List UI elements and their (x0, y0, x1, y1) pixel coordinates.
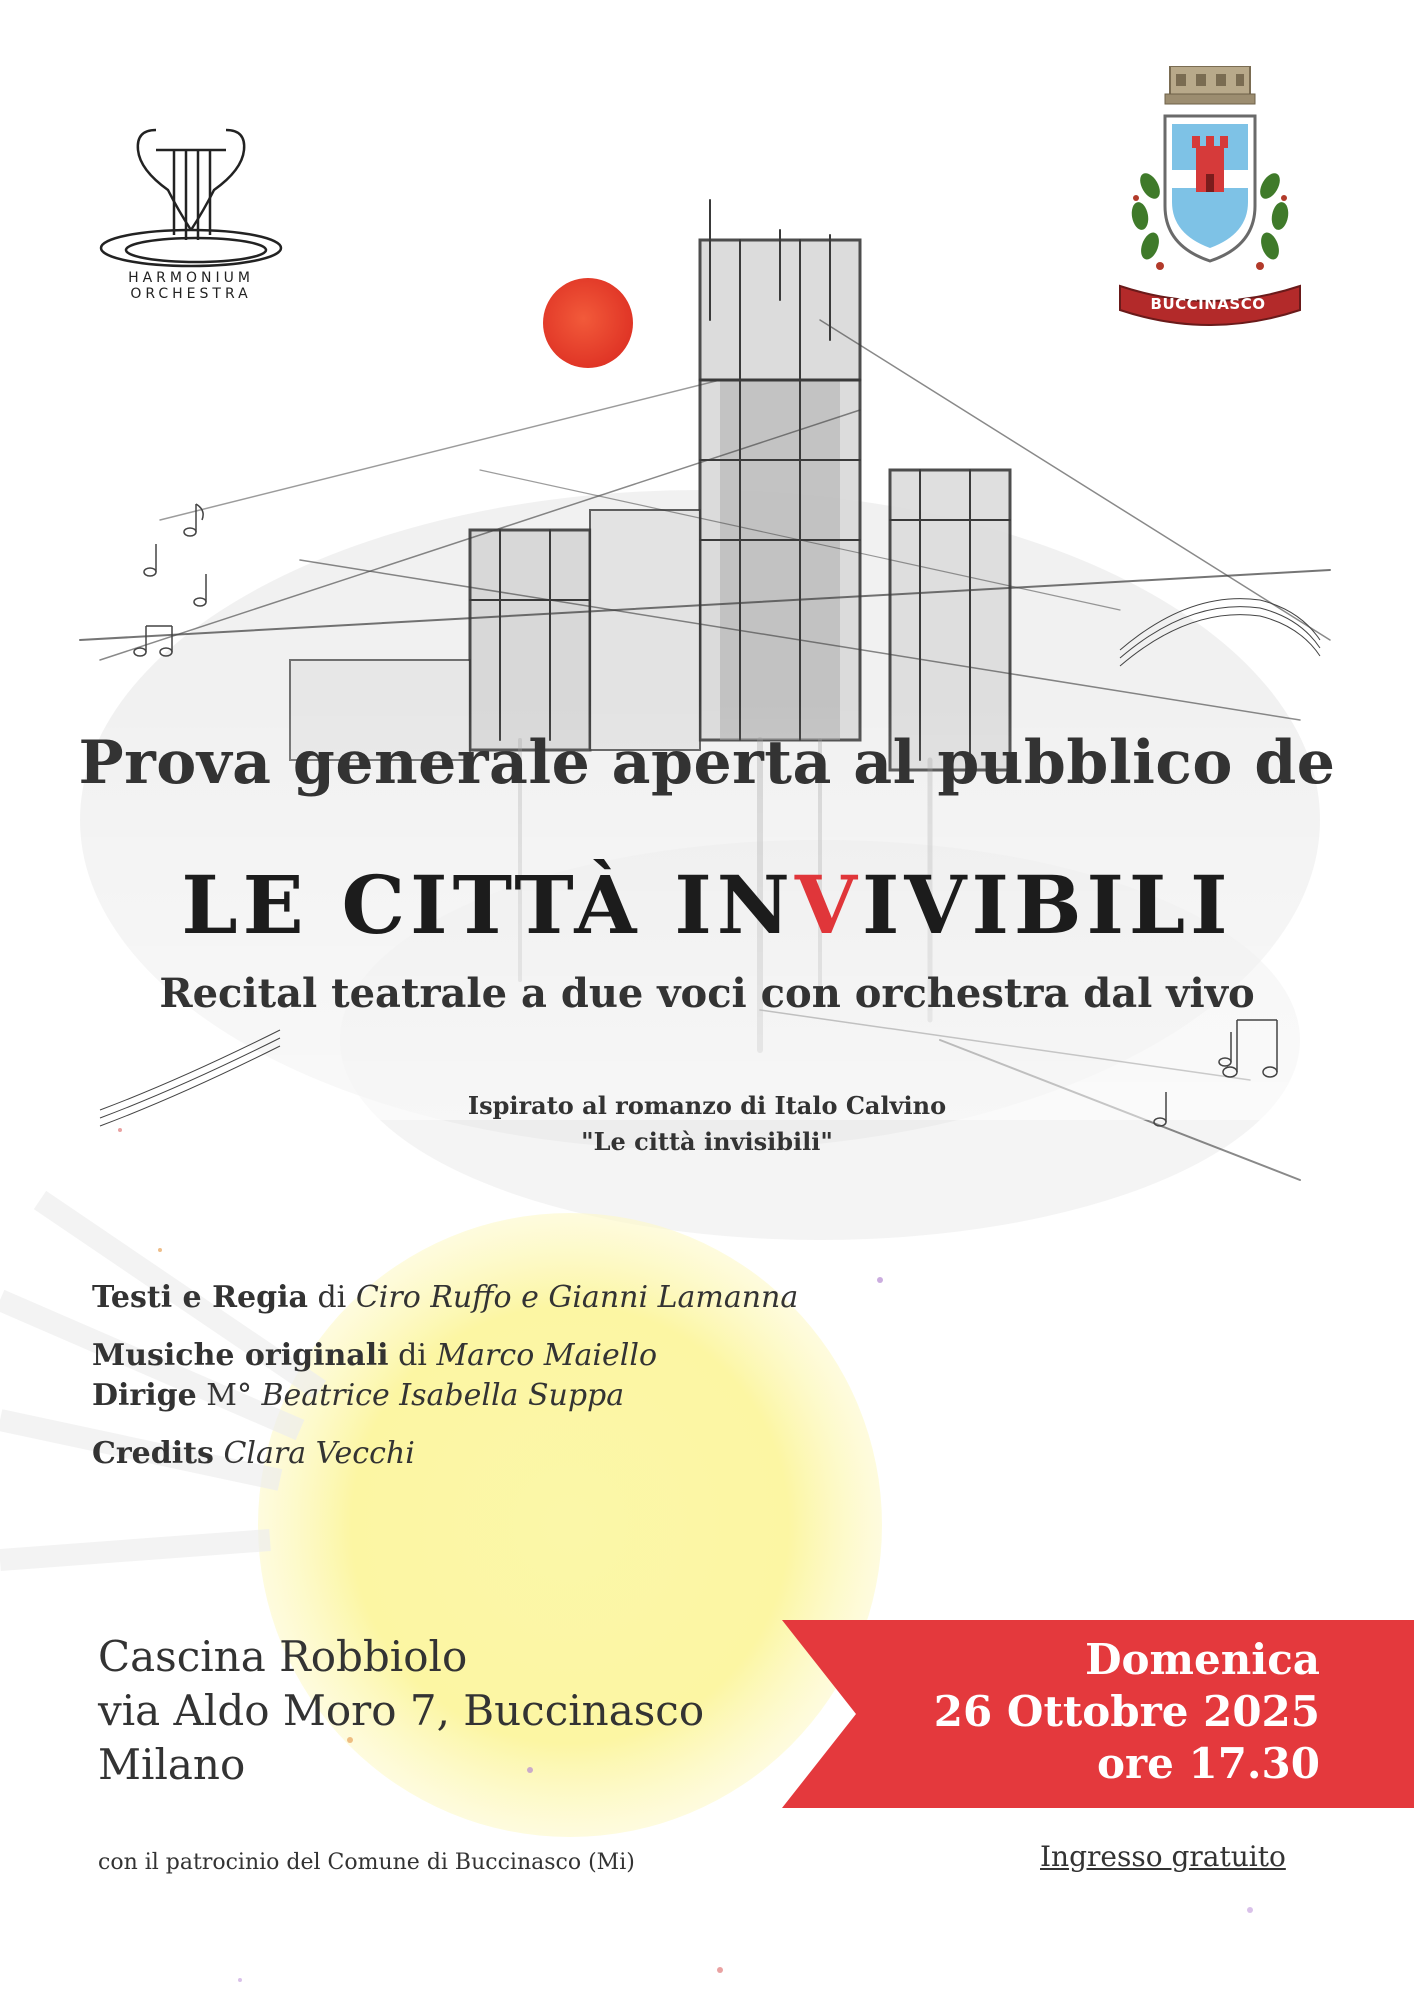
show-title-part2: IVIBILI (861, 858, 1233, 952)
credit-name: Marco Maiello (436, 1338, 657, 1373)
credit-conj: di (398, 1338, 427, 1373)
venue-line3: Milano (98, 1740, 246, 1789)
event-time: ore 17.30 (1096, 1739, 1320, 1788)
inspired-line1: Ispirato al romanzo di Italo Calvino (467, 1091, 947, 1120)
music-note-icon (194, 574, 206, 606)
event-date-value: 26 Ottobre 2025 (933, 1687, 1320, 1736)
credit-row (92, 1376, 992, 1416)
crest-label: BUCCINASCO (1150, 295, 1266, 313)
show-title-part1: LE CITTÀ IN (181, 858, 795, 952)
lyre-icon (96, 120, 286, 270)
music-note-icon (144, 544, 156, 576)
credit-role: Testi e Regia (92, 1280, 308, 1315)
headline: Prova generale aperta al pubblico de (78, 728, 1336, 798)
free-entry-link[interactable]: Ingresso gratuito (1040, 1840, 1286, 1873)
credit-row (92, 1278, 992, 1318)
inspired-by (0, 1088, 1414, 1160)
credit-name: Beatrice Isabella Suppa (261, 1378, 625, 1413)
venue-address (98, 1630, 818, 1792)
buccinasco-crest-icon (1110, 66, 1310, 326)
show-subtitle: Recital teatrale a due voci con orchestra dal vivo (159, 970, 1255, 1017)
credit-name: Ciro Ruffo e Gianni Lamanna (355, 1280, 799, 1315)
credit-role: Credits (92, 1436, 214, 1471)
show-title-accent: V (794, 858, 862, 952)
credit-conj: di (317, 1280, 347, 1315)
event-day: Domenica (1085, 1635, 1320, 1684)
red-sun (543, 278, 633, 368)
credit-role: Dirige (92, 1378, 197, 1413)
show-title (0, 858, 1414, 952)
music-note-icon (184, 504, 203, 536)
inspired-line2: "Le città invisibili" (581, 1127, 833, 1156)
credit-conj: M° (206, 1378, 252, 1413)
credits-list (92, 1278, 992, 1474)
harmonium-caption-line1: HARMONIUM (128, 270, 254, 286)
venue-line1: Cascina Robbiolo (98, 1632, 468, 1681)
event-date (860, 1634, 1320, 1790)
credit-row (92, 1336, 992, 1376)
credit-row (92, 1434, 992, 1474)
patronage-note: con il patrocinio del Comune di Buccinasco (Mi) (98, 1850, 635, 1875)
music-note-icon (134, 626, 172, 656)
credit-name: Clara Vecchi (223, 1436, 415, 1471)
harmonium-orchestra-logo (96, 120, 286, 300)
venue-line2: via Aldo Moro 7, Buccinasco (98, 1686, 705, 1735)
credit-role: Musiche originali (92, 1338, 389, 1373)
harmonium-caption-line2: ORCHESTRA (130, 286, 252, 302)
